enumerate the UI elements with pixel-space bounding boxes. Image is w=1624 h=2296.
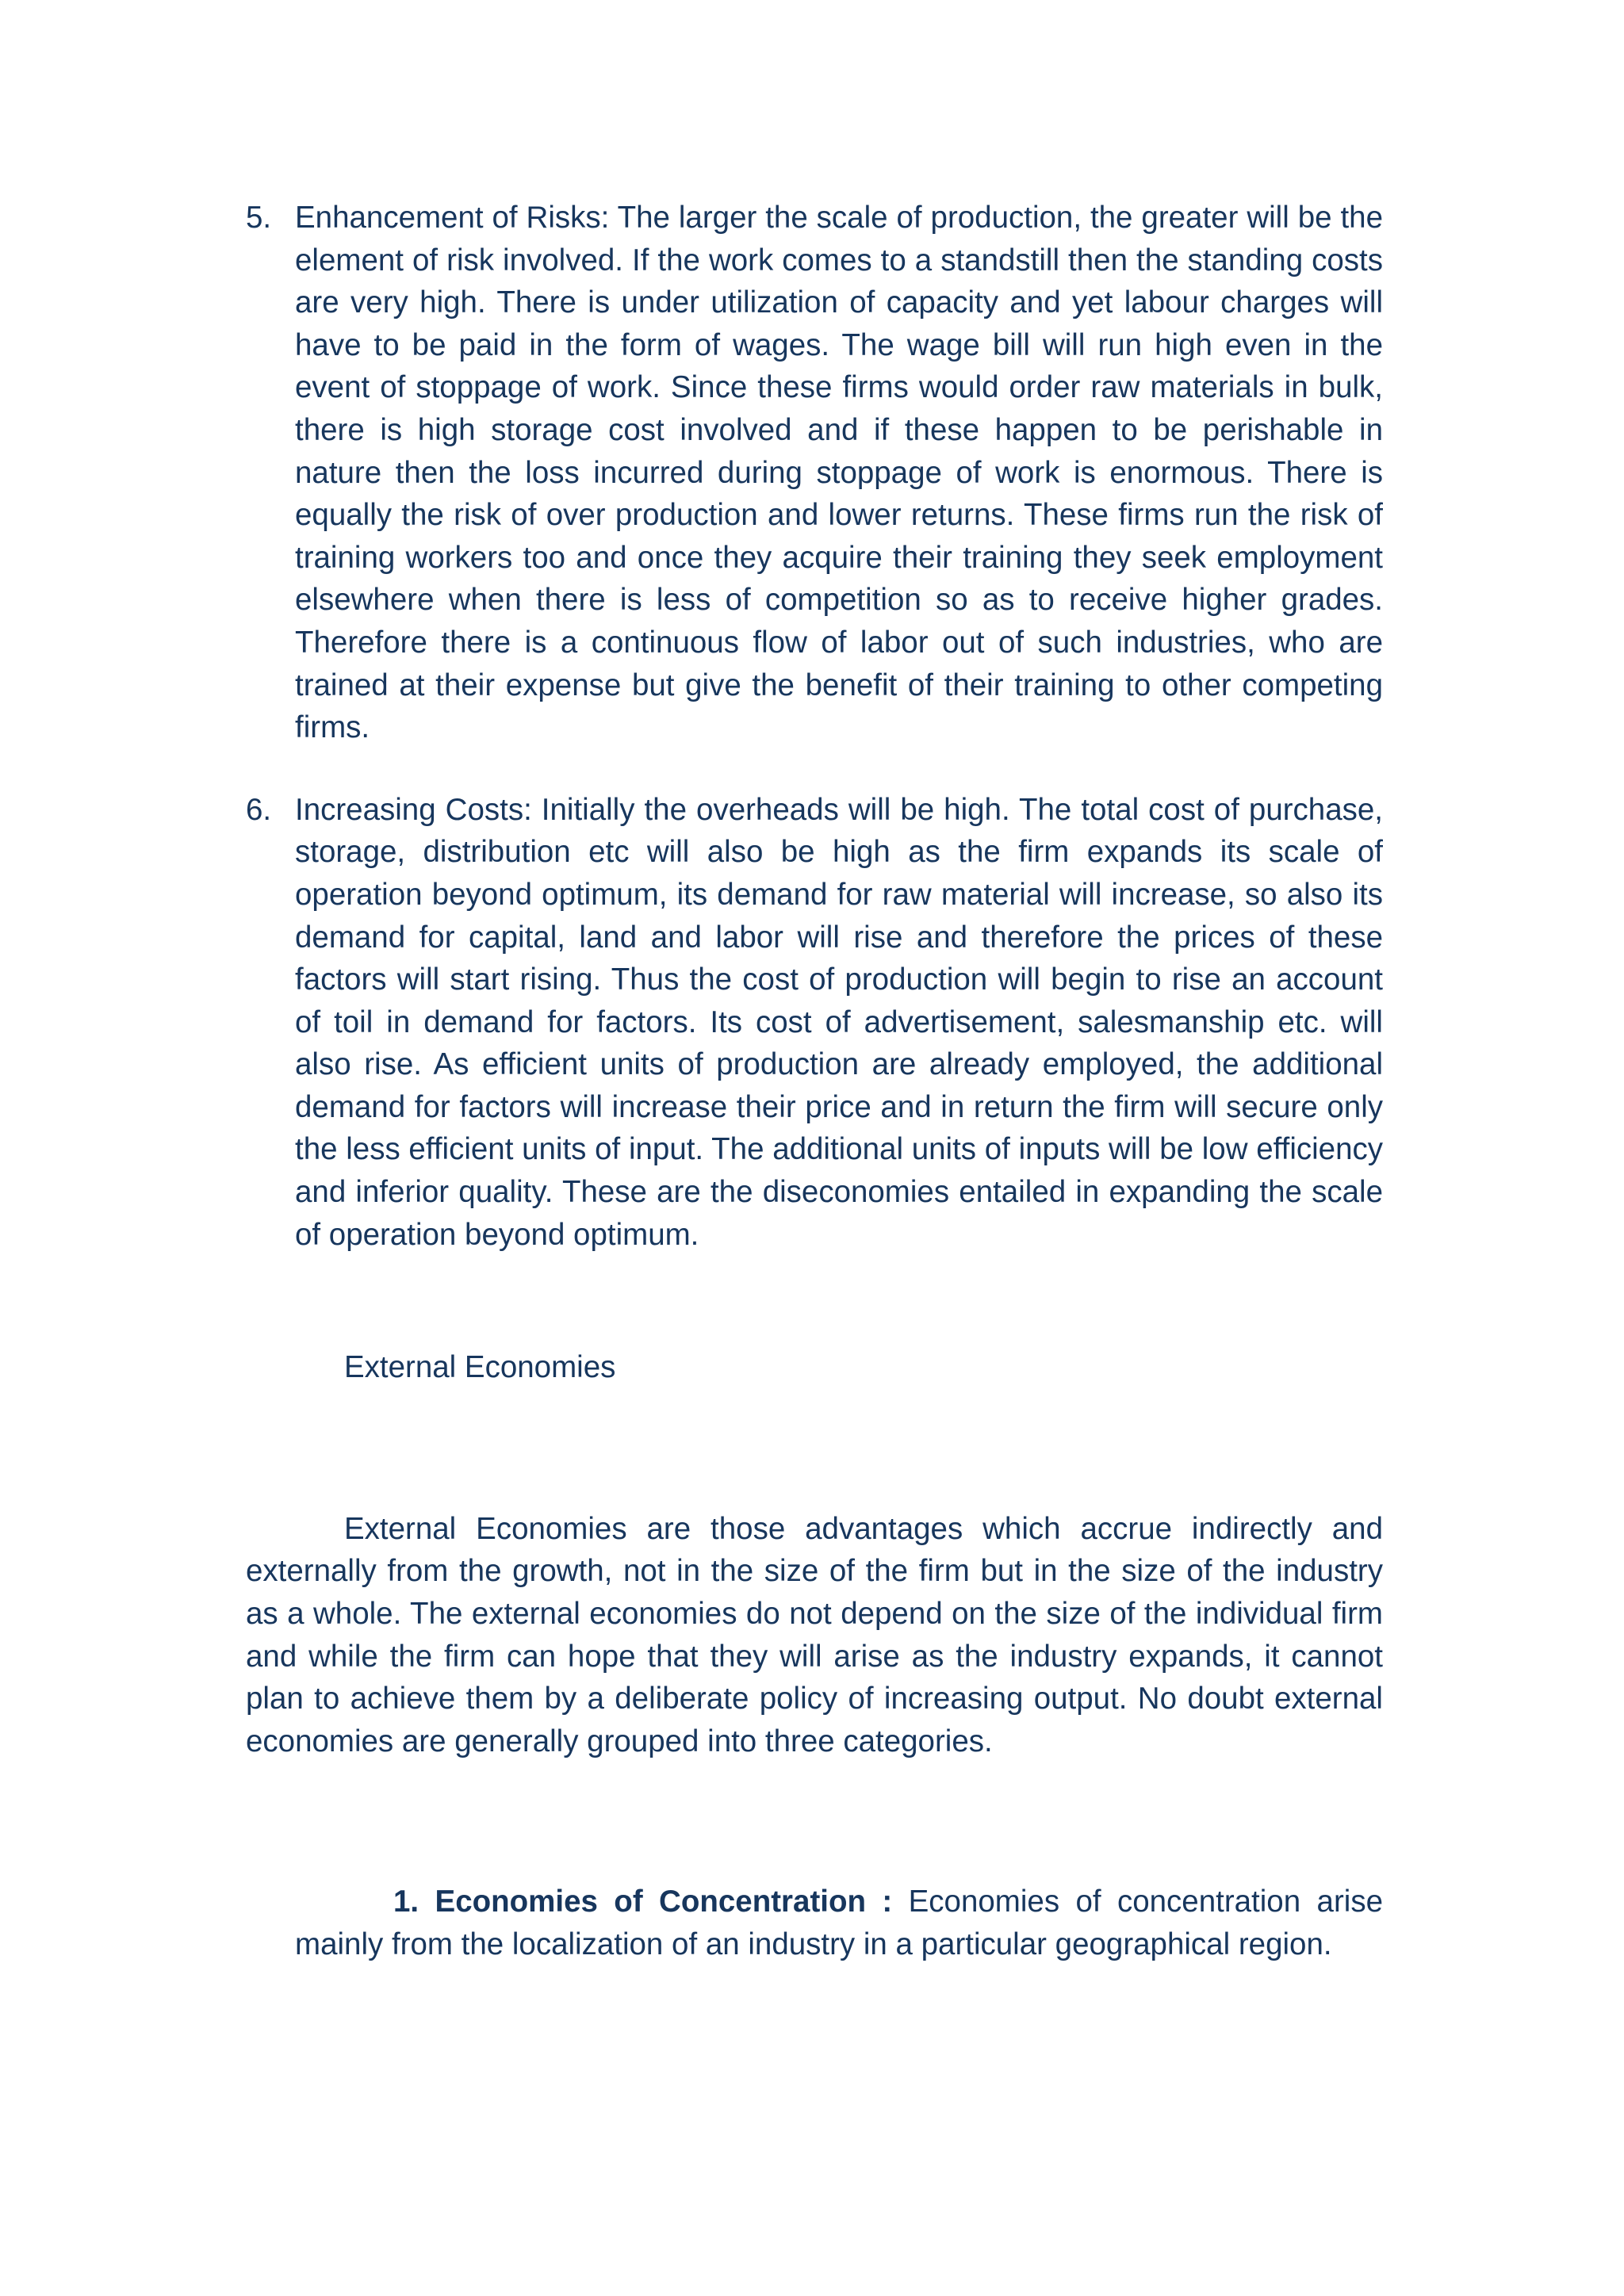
sub-item-title: 1. Economies of Concentration : [393,1885,893,1919]
list-item-number: 6. [246,792,272,827]
list-item-text: Increasing Costs: Initially the overheads will be high. The total cost of purchase, storage, distribution etc will also be high as the firm expands its scale of operation beyond optimum, its demand for raw material will increase, so also its demand for capital, land and labor will rise and therefore the prices of these factors will start rising. Thus the cost of production will begin to rise an account of toil in demand for factors. Its cost of advertisement, salesmanship etc. will also rise. As efficient units of production are already employed, the additional demand for factors will increase their price and in return the firm will secure only the less efficient units of input. The additional units of inputs will be low efficiency and inferior quality. These are the diseconomies entailed in expanding the scale of operation beyond optimum. [295,792,1383,1252]
sub-item-economies-of-concentration [246,1881,1383,1965]
document-page [246,197,1383,1966]
list-item-text: Enhancement of Risks: The larger the scale of production, the greater will be the element of risk involved. If the work comes to a standstill then the standing costs are very high. There is under utilization of capacity and yet labour charges will have to be paid in the form of wages. The wage bill will run high even in the event of stoppage of work. Since these firms would order raw materials in bulk, there is high storage cost involved and if these happen to be perishable in nature then the loss incurred during stoppage of work is enormous. There is equally the risk of over production and lower returns. These firms run the risk of training workers too and once they acquire their training they seek employment elsewhere when there is less of competition so as to receive higher grades. Therefore there is a continuous flow of labor out of such industries, who are trained at their expense but give the benefit of their training to other competing firms. [295,201,1383,745]
sub-item-text: Economies of concentration arise mainly from the localization of an industry in a particular geographical region. [295,1885,1383,1961]
body-paragraph: External Economies are those advantages which accrue indirectly and externally from the growth, not in the size of the firm but in the size of the industry as a whole. The external economies do not depend on the size of the individual firm and while the firm can hope that they will arise as the industry expands, it cannot plan to achieve them by a deliberate policy of increasing output. No doubt external economies are generally grouped into three categories. [246,1511,1383,1758]
list-item-increasing-costs [246,789,1383,1257]
list-item-enhancement-of-risks [246,197,1383,749]
list-item-number: 5. [246,201,272,235]
section-heading: External Economies [344,1350,616,1385]
